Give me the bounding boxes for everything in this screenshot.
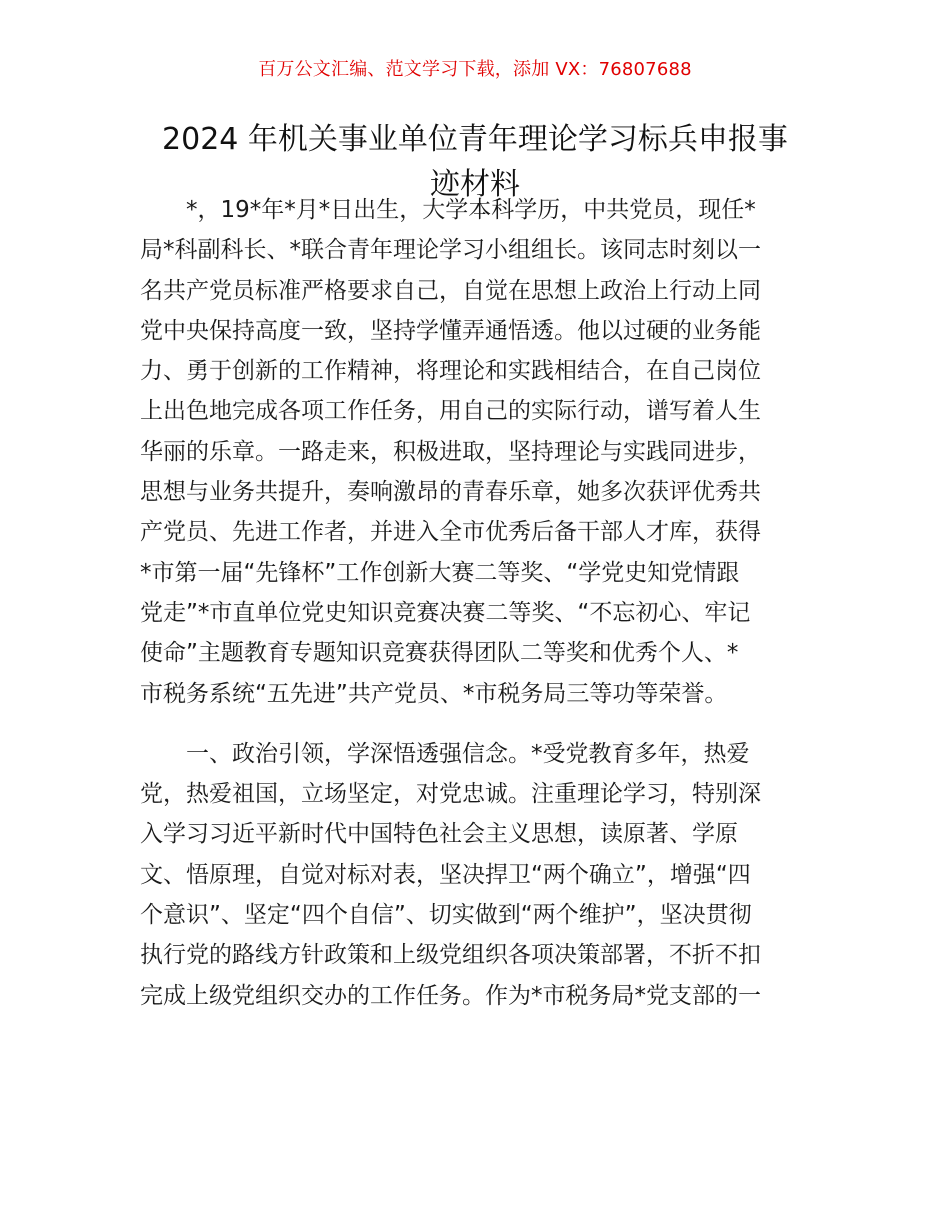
paragraph-line: 思想与业务共提升，奏响激昂的青春乐章，她多次获评优秀共 [140,479,761,506]
paragraph-line: 完成上级党组织交办的工作任务。作为*市税务局*党支部的一 [140,982,761,1009]
paragraph-line: 执行党的路线方针政策和上级党组织各项决策部署，不折不扣 [140,942,761,969]
paragraph-line: 华丽的乐章。一路走来，积极进取，坚持理论与实践同进步， [140,438,761,465]
paragraph-line: 党中央保持高度一致，坚持学懂弄通悟透。他以过硬的业务能 [140,317,761,344]
paragraph-line: 党走”*市直单位党史知识竞赛决赛二等奖、“不忘初心、牢记 [140,599,751,626]
header-watermark-note: 百万公文汇编、范文学习下载，添加 VX：76807688 [258,59,692,80]
paragraph-line: 使命”主题教育专题知识竞赛获得团队二等奖和优秀个人、* [140,640,739,667]
paragraph-line: 力、勇于创新的工作精神，将理论和实践相结合，在自己岗位 [140,358,761,385]
paragraph-line: 个意识”、坚定“四个自信”、切实做到“两个维护”，坚决贯彻 [140,902,752,929]
paragraph-line: *市第一届“先锋杯”工作创新大赛二等奖、“学党史知党情跟 [140,559,740,586]
paragraph-line: 产党员、先进工作者，并进入全市优秀后备干部人才库，获得 [140,519,761,546]
paragraph-line: *，19*年*月*日出生，大学本科学历，中共党员，现任* [186,197,756,223]
document-body [140,190,812,1016]
paragraph-line: 上出色地完成各项工作任务，用自己的实际行动，谱写着人生 [140,398,761,425]
title-line: 2024 年机关事业单位青年理论学习标兵申报事 [162,122,788,157]
paragraph-line: 局*科副科长、*联合青年理论学习小组组长。该同志时刻以一 [140,237,761,264]
paragraph-line: 文、悟原理，自觉对标对表，坚决捍卫“两个确立”，增强“四 [140,861,751,888]
paragraph-line: 一、政治引领，学深悟透强信念。*受党教育多年，热爱 [186,740,750,767]
paragraph-section-one [140,734,812,1016]
title-line: 迹材料 [430,167,520,202]
paragraph-intro [140,190,812,714]
paragraph-line: 市税务系统“五先进”共产党员、*市税务局三等功等荣誉。 [140,680,728,707]
paragraph-line: 名共产党员标准严格要求自己，自觉在思想上政治上行动上同 [140,277,761,304]
paragraph-line: 入学习习近平新时代中国特色社会主义思想，读原著、学原 [140,821,738,848]
paragraph-line: 党，热爱祖国，立场坚定，对党忠诚。注重理论学习，特别深 [140,781,761,808]
